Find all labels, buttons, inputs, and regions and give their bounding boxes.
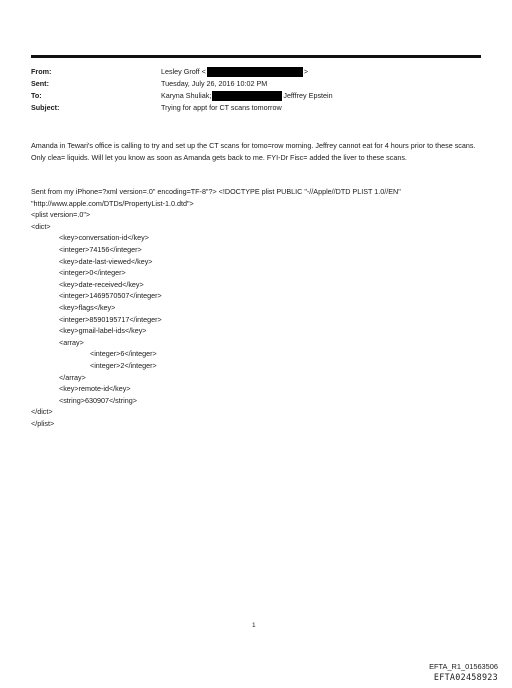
sent-value: Tuesday, July 26, 2016 10:02 PM xyxy=(161,79,268,88)
bates-number-secondary: EFTA02458923 xyxy=(433,672,498,682)
plist-line: "http://www.apple.com/DTDs/PropertyList-1.0.dtd"> xyxy=(31,198,194,208)
to-row xyxy=(31,90,481,102)
plist-line: <key>date-last-viewed</key> xyxy=(59,256,153,266)
plist-line: <key>date-received</key> xyxy=(59,279,144,289)
redaction-bar xyxy=(207,67,303,77)
plist-line: <key>flags</key> xyxy=(59,302,116,312)
subject-label: Subject: xyxy=(31,103,60,112)
email-body xyxy=(31,140,486,163)
plist-line: </dict> xyxy=(31,407,53,417)
plist-line: </plist> xyxy=(31,418,55,428)
from-value: Lesley Groff < xyxy=(161,67,206,76)
plist-line: <key>remote-id</key> xyxy=(59,384,131,394)
plist-line: <key>conversation-id</key> xyxy=(59,233,149,243)
sent-row xyxy=(31,78,481,90)
page-number: 1 xyxy=(252,622,256,629)
plist-line: <integer>0</integer> xyxy=(59,268,126,278)
plist-line: <integer>6</integer> xyxy=(90,349,157,359)
subject-value: Trying for appt for CT scans tomorrow xyxy=(161,103,282,112)
plist-line: <plist version=.0"> xyxy=(31,210,91,220)
from-row xyxy=(31,66,481,78)
plist-line: <key>gmail-label-ids</key> xyxy=(59,326,147,336)
to-value-2: Jefffrey Epstein xyxy=(283,91,333,100)
plist-line: </array> xyxy=(59,372,86,382)
plist-line: <integer>74156</integer> xyxy=(59,244,142,254)
from-suffix: > xyxy=(303,67,309,76)
to-value-1: Karyna Shuliak; xyxy=(161,91,212,100)
from-label: From: xyxy=(31,67,52,76)
plist-line: <integer>1469570507</integer> xyxy=(59,291,162,301)
plist-line: Sent from my iPhone=?xml version=.0" encoding=TF-8"?> <!DOCTYPE plist PUBLIC "-//Apple//DTD PLIST 1.0//EN" xyxy=(31,187,401,196)
plist-line: <integer>8590195717</integer> xyxy=(59,314,162,324)
plist-line: <array> xyxy=(59,337,84,347)
plist-block xyxy=(31,186,486,429)
plist-line: <string>630907</string> xyxy=(59,395,137,405)
sent-label: Sent: xyxy=(31,79,49,88)
subject-row xyxy=(31,102,481,114)
plist-line: <integer>2</integer> xyxy=(90,360,157,370)
bates-number-primary: EFTA_R1_01563506 xyxy=(429,662,498,671)
header-rule xyxy=(31,55,481,58)
redaction-bar xyxy=(212,91,282,101)
plist-line: <dict> xyxy=(31,221,51,231)
to-label: To: xyxy=(31,91,42,100)
email-header xyxy=(31,66,481,114)
body-paragraph: Amanda in Tewari's office is calling to try and set up the CT scans for tomo=row morning. Jeffrey cannot eat for 4 hours prior to these scans. Only clea= liquids. Will let you know as soon as Amanda gets back to me. FYI-Dr Fisc= added the liver to these scans. xyxy=(31,141,476,162)
